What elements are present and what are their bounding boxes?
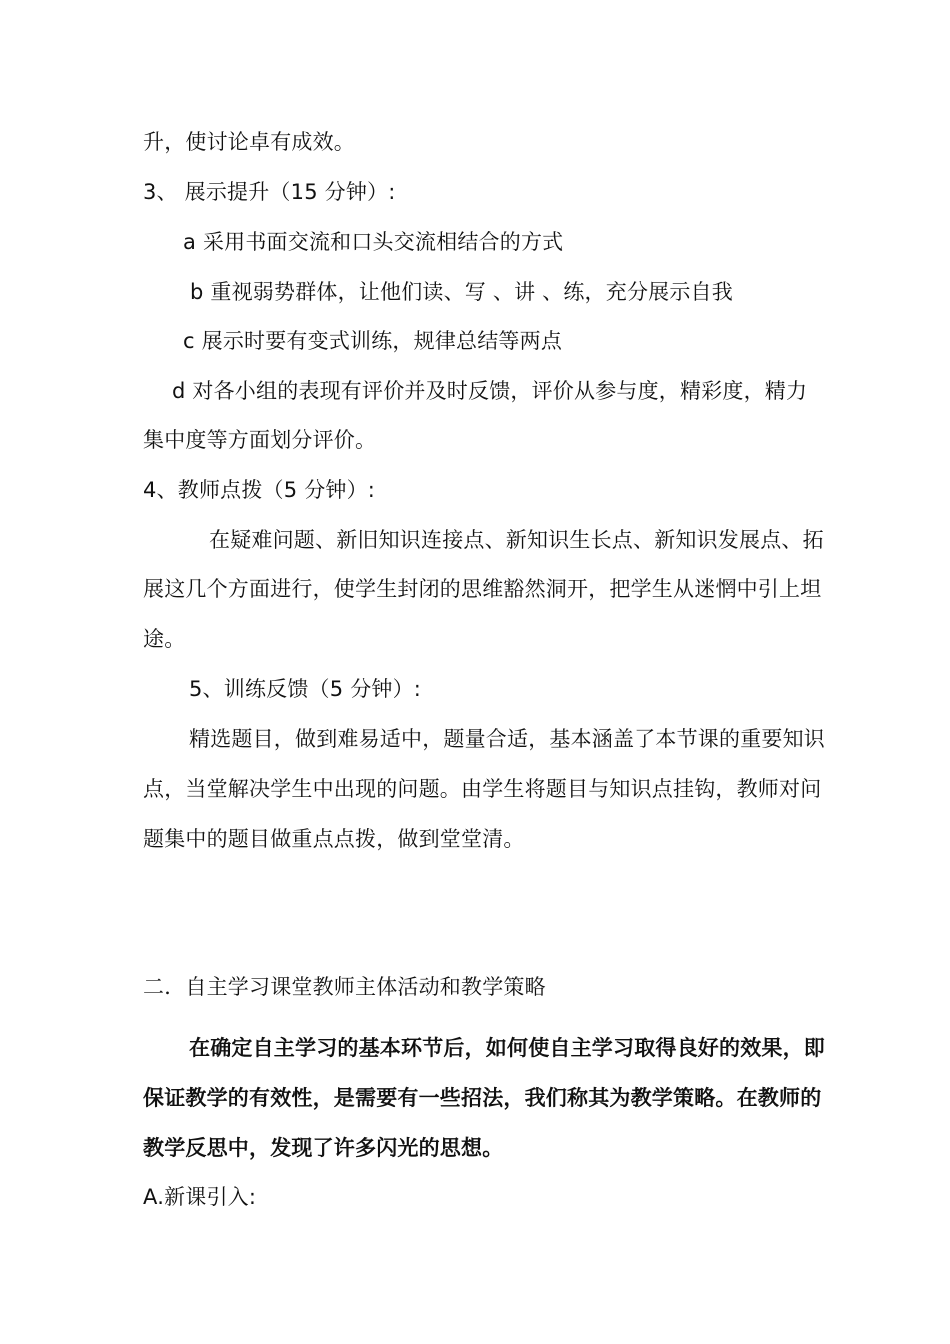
text-line: 升，使讨论卓有成效。: [143, 130, 355, 154]
section-heading: 5、训练反馈（5 分钟）:: [189, 677, 422, 701]
text-line: 精选题目，做到难易适中，题量合适，基本涵盖了本节课的重要知识: [189, 727, 825, 751]
text-line: 集中度等方面划分评价。: [143, 428, 377, 452]
text-line: 题集中的题目做重点点拨，做到堂堂清。: [143, 827, 525, 851]
bold-text-line: 保证教学的有效性，是需要有一些招法，我们称其为教学策略。在教师的: [143, 1086, 822, 1110]
text-line: 途。: [143, 627, 186, 651]
bold-text-line: 教学反思中，发现了许多闪光的思想。: [143, 1136, 504, 1160]
section-heading: A.新课引入:: [143, 1185, 257, 1209]
text-line: 在疑难问题、新旧知识连接点、新知识生长点、新知识发展点、拓: [209, 528, 824, 552]
text-line: 点，当堂解决学生中出现的问题。由学生将题目与知识点挂钩，教师对问: [143, 777, 822, 801]
list-item: d 对各小组的表现有评价并及时反馈，评价从参与度，精彩度，精力: [172, 379, 808, 403]
bold-text-line: 在确定自主学习的基本环节后，如何使自主学习取得良好的效果，即: [189, 1036, 825, 1060]
list-item: c 展示时要有变式训练，规律总结等两点: [183, 329, 563, 353]
section-heading: 3、 展示提升（15 分钟）:: [143, 180, 396, 204]
text-line: 展这几个方面进行，使学生封闭的思维豁然洞开，把学生从迷惘中引上坦: [143, 577, 822, 601]
list-item: b 重视弱势群体，让他们读、写 、讲 、练，充分展示自我: [190, 280, 733, 304]
list-item: a 采用书面交流和口头交流相结合的方式: [183, 230, 564, 254]
chapter-heading: 二．自主学习课堂教师主体活动和教学策略: [143, 975, 546, 999]
section-heading: 4、教师点拨（5 分钟）:: [143, 478, 376, 502]
